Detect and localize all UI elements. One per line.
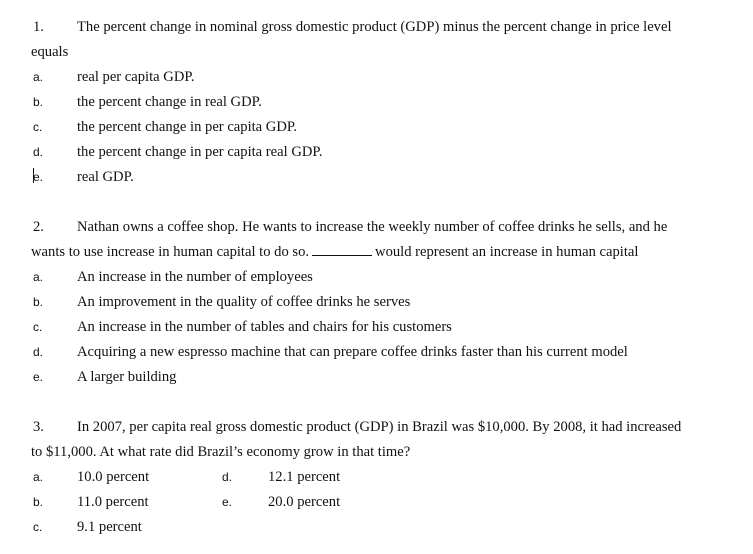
question-3-option-a: 10.0 percent [77,469,150,485]
question-2-stem-before-blank: wants to use increase in human capital to do so. [31,244,310,260]
question-3-option-c: 9.1 percent [77,519,142,535]
question-3-option-d: 12.1 percent [268,469,341,485]
question-2-number: 2. [33,219,44,235]
question-3-number: 3. [33,419,44,435]
question-3-stem-continued: to $11,000. At what rate did Brazil’s economy grow in that time? [31,444,411,460]
question-1-option-c-label: c. [33,120,43,134]
question-3-option-c-label: c. [33,520,43,534]
answer-blank [312,243,372,256]
question-1-option-c: the percent change in per capita GDP. [77,119,298,135]
question-3-option-e-label: e. [222,495,233,509]
question-3-option-e: 20.0 percent [268,494,341,510]
question-3-option-b-label: b. [33,495,44,509]
question-2-stem: Nathan owns a coffee shop. He wants to increase the weekly number of coffee drinks he sells, and he [77,219,668,235]
question-2-stem-after-blank: would represent an increase in human capital [375,244,639,260]
question-2-option-a-label: a. [33,270,44,284]
question-2-option-e-label: e. [33,370,44,384]
question-1-option-e-label: e. [33,170,44,184]
question-1-option-b-label: b. [33,95,44,109]
question-1-option-d-label: d. [33,145,44,159]
question-1-option-a: real per capita GDP. [77,69,195,85]
question-1-stem: The percent change in nominal gross domestic product (GDP) minus the percent change in price level [77,19,672,35]
question-2-option-e: A larger building [77,369,177,385]
question-2-option-d-label: d. [33,345,44,359]
question-2-option-c: An increase in the number of tables and chairs for his customers [77,319,452,335]
question-1-option-d: the percent change in per capita real GDP. [77,144,323,160]
question-3-option-a-label: a. [33,470,44,484]
question-2-stem-continued [31,243,638,261]
question-1-option-e: real GDP. [77,169,134,185]
question-1-stem-continued: equals [31,44,69,60]
question-3-option-b: 11.0 percent [77,494,149,510]
question-2-option-b-label: b. [33,295,44,309]
question-2-option-c-label: c. [33,320,43,334]
question-1-number: 1. [33,19,44,35]
question-1-option-b: the percent change in real GDP. [77,94,262,110]
question-2-option-b: An improvement in the quality of coffee drinks he serves [77,294,411,310]
question-1-option-a-label: a. [33,70,44,84]
question-2-option-a: An increase in the number of employees [77,269,313,285]
question-3-option-d-label: d. [222,470,233,484]
question-3-stem: In 2007, per capita real gross domestic product (GDP) in Brazil was $10,000. By 2008, it had increased [77,419,682,435]
question-2-option-d: Acquiring a new espresso machine that can prepare coffee drinks faster than his current model [77,344,628,360]
